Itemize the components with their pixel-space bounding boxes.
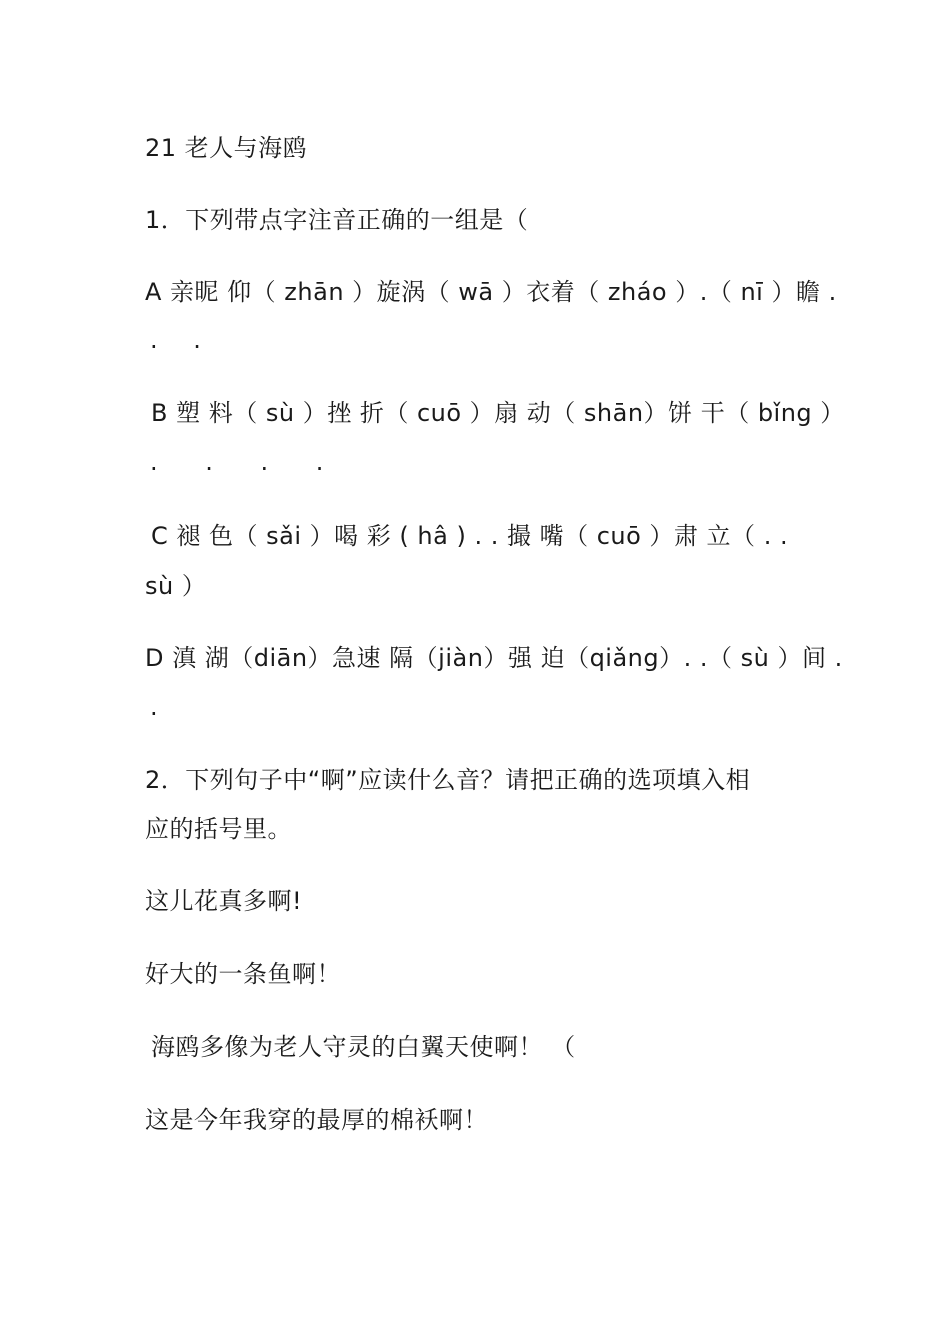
option-c-line-2: sù ） [145, 572, 207, 600]
option-a-line-1: A 亲昵 仰（ zhān ）旋涡（ wā ）衣着（ zháo ）.（ nī ）瞻 . [145, 278, 837, 306]
question-2-stem-line-1: 2．下列句子中“啊”应读什么音？请把正确的选项填入相 [145, 766, 751, 794]
option-c-line-1: C 褪 色（ sǎi ）喝 彩 ( hâ ) . . 撮 嘴（ cuō ）肃 立（ . . [151, 522, 789, 550]
lesson-title: 21 老人与海鸥 [145, 134, 308, 162]
sentence-4: 这是今年我穿的最厚的棉袄啊！ [145, 1106, 488, 1134]
option-d-line-1: D 滇 湖（diān）急速 隔（jiàn）强 迫（qiǎng）. .（ sù ）间 . [145, 644, 843, 672]
sentence-2: 好大的一条鱼啊！ [145, 960, 341, 988]
sentence-3: 海鸥多像为老人守灵的白翼天使啊！ （ [151, 1033, 576, 1061]
option-a-line-2: . . [150, 326, 215, 354]
option-d-line-2: . [150, 693, 159, 721]
question-1-stem: 1．下列带点字注音正确的一组是（ [145, 206, 529, 234]
sentence-1: 这儿花真多啊! [145, 887, 303, 915]
option-b-line-1: B 塑 料（ sù ）挫 折（ cuō ）扇 动（ shān）饼 干（ bǐng ） [151, 399, 845, 427]
question-2-stem-line-2: 应的括号里。 [145, 815, 292, 843]
option-b-line-2: . . . . [150, 448, 344, 476]
